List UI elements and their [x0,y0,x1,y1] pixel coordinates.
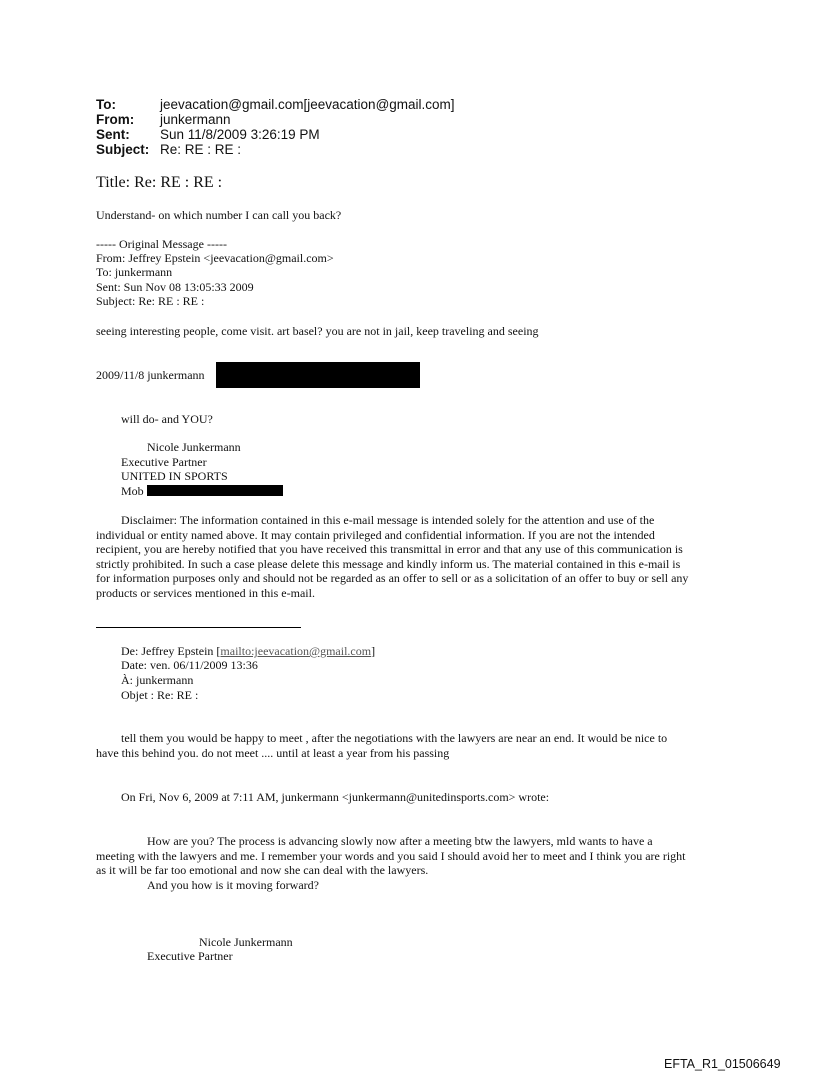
header-sent [96,127,320,142]
to-label: To: [96,97,116,112]
signature-name: Nicole Junkermann [147,440,241,454]
signature2-role: Executive Partner [147,949,233,963]
epstein-message: seeing interesting people, come visit. art basel? you are not in jail, keep traveling and seeing [96,324,539,338]
french-objet: Objet : Re: RE : [121,688,199,702]
epstein-message-2 [96,731,736,760]
header-to [96,97,455,112]
original-sent: Sent: Sun Nov 08 13:05:33 2009 [96,280,254,294]
mailto-link[interactable]: mailto:jeevacation@gmail.com [220,644,372,658]
to-value: jeevacation@gmail.com[jeevacation@gmail.com] [160,97,455,112]
signature-role: Executive Partner [121,455,207,469]
document-id: EFTA_R1_01506649 [664,1057,781,1071]
from-value: junkermann [160,112,231,127]
disclaimer-line: individual or entity named above. It may contain privileged and confidential information. If you are not the intended [96,527,655,542]
message-line: have this behind you. do not meet .... until at least a year from his passing [96,745,450,760]
reply-text: Understand- on which number I can call you back? [96,208,342,222]
divider [96,627,301,628]
sent-label: Sent: [96,127,130,142]
quote-intro: 2009/11/8 junkermann [96,368,205,382]
disclaimer-line: recipient, you are hereby notified that you have received this transmittal in error and that any use of this communication is [96,542,683,556]
message-line: meeting with the lawyers and me. I remember your words and you said I should avoid her to meet and I think you are right [96,848,686,863]
disclaimer [96,513,736,600]
disclaimer-line: strictly prohibited. In such a case please delete this message and kindly inform us. The material contained in this e-mail is [96,556,681,571]
disclaimer-line: Disclaimer: The information contained in this e-mail message is intended solely for the attention and use of the [121,513,655,527]
french-de-prefix: De: Jeffrey Epstein [ [121,644,221,658]
message-line: How are you? The process is advancing slowly now after a meeting btw the lawyers, mld wants to have a [147,834,653,848]
french-a: À: junkermann [121,673,194,687]
message-line: tell them you would be happy to meet , after the negotiations with the lawyers are near an end. It would be nice to [121,731,668,745]
french-de-suffix: ] [371,644,376,658]
quote-reply: will do- and YOU? [121,412,213,426]
original-separator: ----- Original Message ----- [96,237,227,251]
sent-value: Sun 11/8/2009 3:26:19 PM [160,127,320,142]
disclaimer-line: products or services mentioned in this e-mail. [96,585,315,600]
wrote-line: On Fri, Nov 6, 2009 at 7:11 AM, junkermann <junkermann@unitedinsports.com> wrote: [121,790,550,804]
message-line: And you how is it moving forward? [147,877,319,892]
from-label: From: [96,112,135,127]
redaction-block [216,362,420,388]
french-date: Date: ven. 06/11/2009 13:36 [121,658,258,672]
signature2-name: Nicole Junkermann [199,935,293,949]
nicole-message [96,834,756,892]
header-from [96,112,231,127]
original-to: To: junkermann [96,265,173,279]
signature-company: UNITED IN SPORTS [121,469,228,483]
french-de [121,644,375,658]
original-from: From: Jeffrey Epstein <jeevacation@gmail.com> [96,251,334,265]
signature-mob: Mob [121,484,144,498]
subject-value: Re: RE : RE : [160,142,242,157]
redaction-block [147,485,283,496]
original-subject: Subject: Re: RE : RE : [96,294,205,308]
disclaimer-line: for information purposes only and should not be regarded as an offer to sell or as a solicitation of an offer to buy or sell any [96,571,689,585]
subject-label: Subject: [96,142,150,157]
header-subject [96,142,241,157]
title-line: Title: Re: RE : RE : [96,174,223,191]
message-line: as it will be far too emotional and now she can deal with the lawyers. [96,863,429,877]
